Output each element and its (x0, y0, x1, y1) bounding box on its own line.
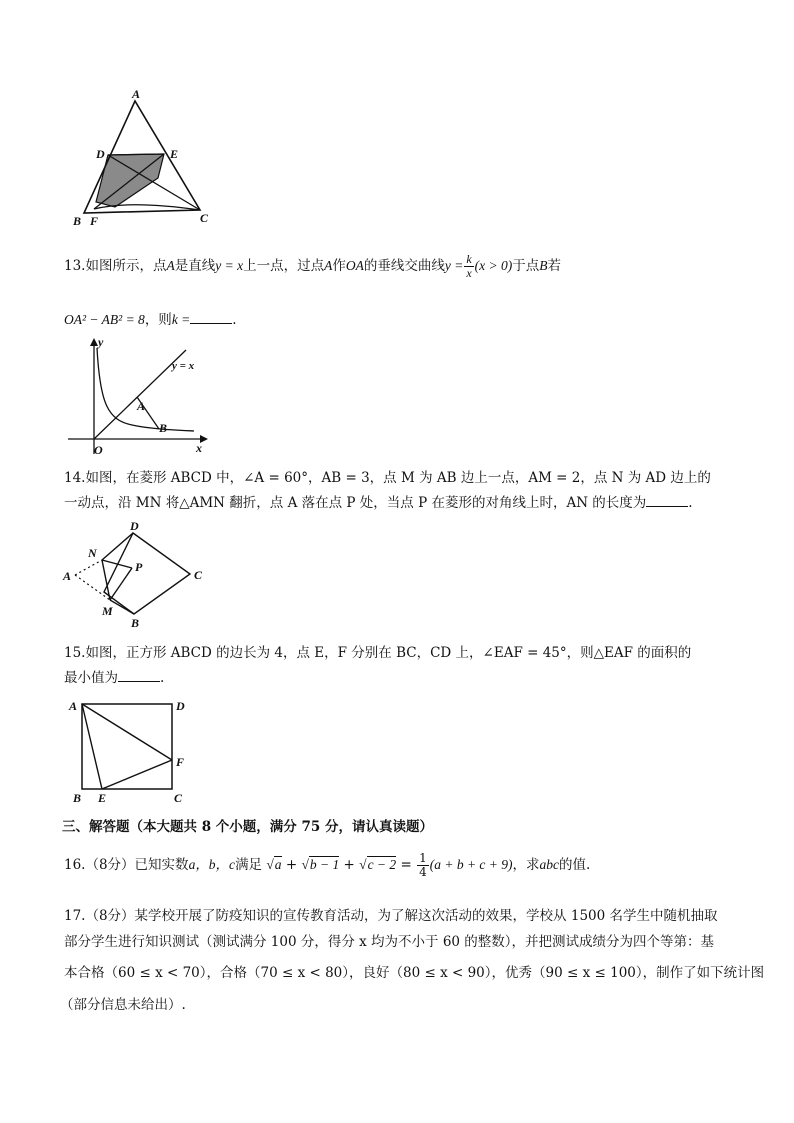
figure-14-rhombus (60, 520, 220, 630)
segment-af (82, 704, 172, 760)
q17-line1: 17.（8分）某学校开展了防疫知识的宣传教育活动，为了解这次活动的效果，学校从 1500 名学生中随机抽取 (64, 908, 718, 924)
q14-line2: 一动点，沿 MN 将△AMN 翻折，点 A 落在点 P 处，当点 P 在菱形的对角线上时，AN 的长度为 . (64, 495, 693, 511)
label-C: C (174, 791, 183, 805)
sqrt-c-2: √c − 2 (359, 857, 397, 872)
figure-13-graph (64, 336, 214, 458)
q13-line1: 13.如图所示，点A是直线y = x上一点，过点A作OA的垂线交曲线y = $\frac{k}{x}$ (x > 0)于点B若 (64, 252, 561, 280)
label-D: D (130, 520, 139, 533)
square-abcd (82, 704, 172, 789)
label-M: M (102, 604, 113, 618)
answer-blank-15[interactable] (118, 669, 160, 682)
q17-line3: 本合格（60 ≤ x < 70），合格（70 ≤ x < 80），良好（80 ≤ x < 90），优秀（90 ≤ x ≤ 100），制作了如下统计图 (64, 965, 765, 981)
label-A: A (69, 699, 78, 713)
label-F: F (176, 755, 185, 769)
sqrt-a: √a (266, 857, 282, 872)
label-P: P (135, 560, 143, 574)
label-C: C (194, 568, 203, 582)
y-axis-arrow (90, 338, 98, 346)
sqrt-b-1: √b − 1 (301, 857, 340, 872)
rhombus-abcd (104, 533, 190, 614)
label-F: F (90, 214, 99, 228)
label-E: E (98, 791, 107, 805)
fraction-k-over-x: $\frac{k}{x}$ (466, 252, 472, 280)
figure-12-triangle (70, 88, 220, 233)
label-A: A (63, 569, 72, 583)
label-O: O (94, 443, 103, 457)
q17-line4: （部分信息未给出）. (60, 997, 186, 1013)
answer-blank-14[interactable] (646, 494, 688, 507)
figure-15-square (66, 696, 196, 806)
label-y: y (98, 336, 104, 349)
q15-line2: 最小值为 . (64, 670, 165, 686)
segment-ae (82, 704, 102, 789)
label-x: x (196, 441, 202, 455)
label-C: C (200, 211, 209, 225)
label-B: B (73, 214, 82, 228)
label-A: A (137, 399, 146, 413)
fraction-one-quarter: $\frac{1}{4}$ (419, 851, 427, 879)
section-3-title: 三、解答题（本大题共 8 个小题，满分 75 分，请认真读题） (62, 819, 433, 835)
q14-line1: 14.如图，在菱形 ABCD 中，∠A = 60°，AB = 3，点 M 为 AB 边上一点，AM = 2，点 N 为 AD 边上的 (64, 470, 711, 486)
dotted-am (75, 575, 110, 600)
q13-line2: OA² − AB² = 8，则k = . (64, 312, 237, 328)
segment-mb (110, 600, 134, 614)
label-A: A (132, 88, 141, 101)
label-B: B (159, 421, 168, 435)
q15-line1: 15.如图，正方形 ABCD 的边长为 4，点 E，F 分别在 BC，CD 上，∠EAF = 45°，则△EAF 的面积的 (64, 645, 692, 661)
q16-line: 16.（8分）已知实数a，b，c满足 √a + √b − 1 + √c − 2 = $\frac{1}{4}$ (a + b + c + 9)，求abc的值. (64, 851, 591, 879)
label-D: D (176, 699, 185, 713)
label-B: B (73, 791, 82, 805)
dotted-an (75, 560, 102, 575)
curve-fc (94, 205, 200, 210)
segment-nd (102, 533, 133, 560)
label-N: N (88, 546, 97, 560)
segment-ef (102, 760, 172, 789)
label-line: y = x (172, 360, 195, 372)
label-E: E (170, 147, 179, 161)
label-D: D (96, 147, 105, 161)
label-B: B (131, 616, 140, 630)
answer-blank-13[interactable] (190, 311, 232, 324)
q17-line2: 部分学生进行知识测试（测试满分 100 分，得分 x 均为不小于 60 的整数），并把测试成绩分为四个等第：基 (64, 934, 715, 950)
